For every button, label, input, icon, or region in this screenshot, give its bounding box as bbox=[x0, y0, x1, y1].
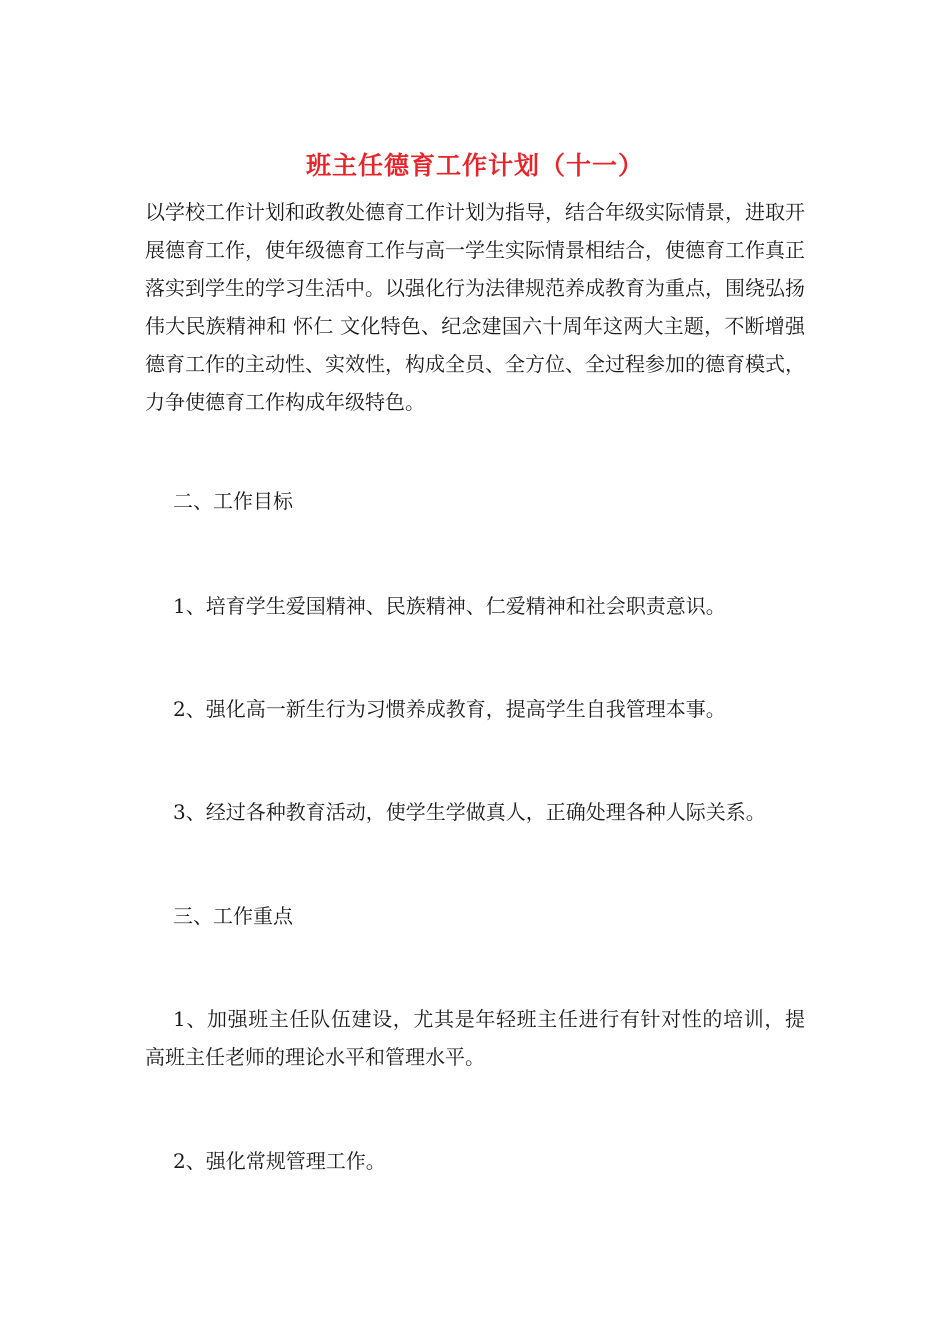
goal-item-2: 2、强化高一新生行为习惯养成教育，提高学生自我管理本事。 bbox=[173, 697, 726, 721]
focus-item-2: 2、强化常规管理工作。 bbox=[173, 1149, 386, 1173]
section-heading-focus: 三、工作重点 bbox=[173, 904, 293, 928]
section-heading-goals: 二、工作目标 bbox=[173, 489, 293, 513]
intro-paragraph: 以学校工作计划和政教处德育工作计划为指导，结合年级实际情景，进取开展德育工作，使年级德育工作与高一学生实际情景相结合，使德育工作真正落实到学生的学习生活中。以强化行为法律规范养成教育为重点，围绕弘扬伟大民族精神和 怀仁 文化特色、纪念建国六十周年这两大主题，不断增强德育工作的主动性、实效性，构成全员、全方位、全过程参加的德育模式，力争使德育工作构成年级特色。 bbox=[145, 200, 805, 414]
goal-item-1: 1、培育学生爱国精神、民族精神、仁爱精神和社会职责意识。 bbox=[173, 594, 726, 618]
focus-item-1: 1、加强班主任队伍建设，尤其是年轻班主任进行有针对性的培训，提高班主任老师的理论水平和管理水平。 bbox=[145, 1007, 805, 1069]
goal-item-3: 3、经过各种教育活动，使学生学做真人，正确处理各种人际关系。 bbox=[173, 800, 766, 824]
document-title: 班主任德育工作计划（十一） bbox=[305, 151, 644, 180]
